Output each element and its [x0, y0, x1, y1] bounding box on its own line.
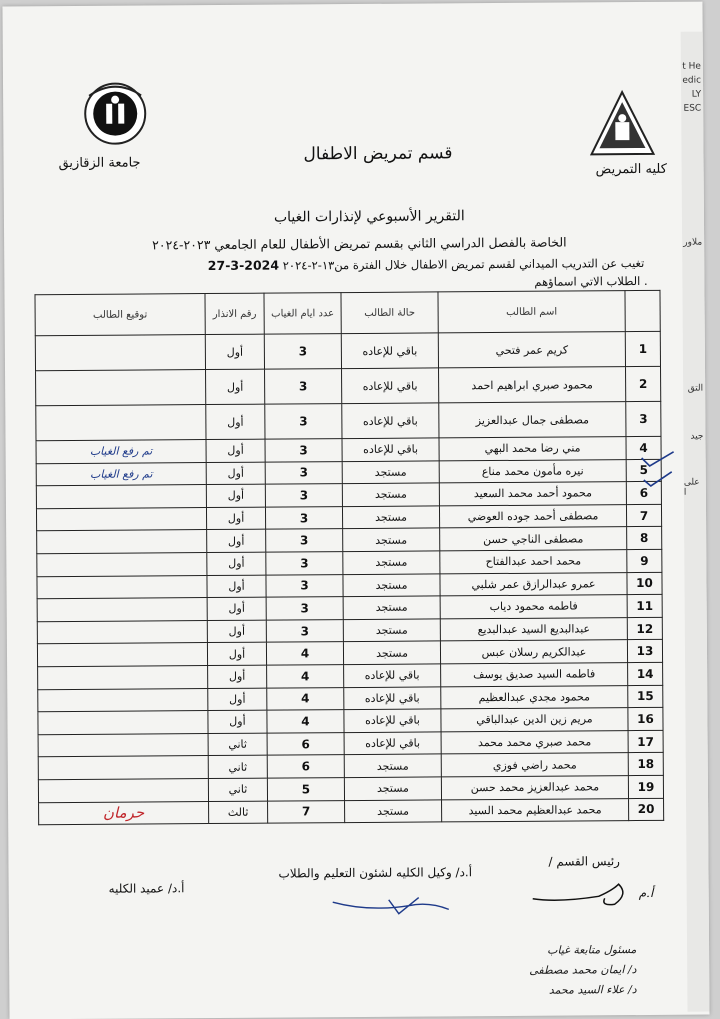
cell-warning: أول: [208, 710, 267, 733]
cell-warning: أول: [206, 404, 265, 439]
cell-signature: [38, 756, 208, 780]
cell-number: 4: [626, 436, 661, 459]
cell-signature: [38, 711, 208, 735]
cell-name: مصطفى جمال عبدالعزيز: [439, 402, 626, 438]
cell-days: 3: [266, 529, 343, 552]
note-line: مسئول متابعة غياب: [547, 943, 637, 957]
cell-number: 20: [629, 798, 664, 821]
cell-warning: أول: [208, 688, 267, 711]
cell-warning: أول: [207, 530, 266, 553]
edge-fragment: edic: [682, 75, 702, 86]
table-row: [36, 401, 661, 440]
cell-name: محمود مجدي عبدالعظيم: [441, 685, 628, 709]
cell-name: عمرو عبدالرازق عمر شلبي: [440, 572, 627, 596]
edge-fragment: ESC: [683, 103, 702, 114]
cell-warning: أول: [206, 507, 265, 530]
university-name: جامعة الزقازيق: [58, 155, 141, 172]
cell-status: مستجد: [342, 461, 439, 484]
cell-signature: [36, 370, 206, 406]
cell-status: باقي للإعاده: [344, 732, 441, 755]
cell-signature: [36, 405, 206, 441]
edge-fragment: t He: [682, 61, 701, 72]
cell-name: محمد صبري محمد محمد: [441, 730, 628, 754]
cell-warning: أول: [206, 462, 265, 485]
report-subtitle: الخاصة بالفصل الدراسي الثاني بقسم تمريض الأطفال للعام الجامعي ٢٠٢٣-٢٠٢٤: [152, 234, 567, 253]
cell-signature: [35, 335, 205, 371]
dean-label: أ.د/ عميد الكليه: [108, 881, 185, 896]
cell-status: مستجد: [342, 506, 439, 529]
vice-dean-signature-mark: [329, 891, 459, 922]
cell-days: 3: [265, 506, 342, 529]
cell-status: مستجد: [343, 573, 440, 596]
cell-signature: تم رفع الغياب: [36, 462, 206, 486]
cell-signature: [37, 643, 207, 667]
table-header-row: [35, 290, 660, 335]
cell-number: 13: [627, 640, 662, 663]
cell-warning: أول: [206, 484, 265, 507]
cell-number: 16: [628, 707, 663, 730]
check-mark-icon: [638, 448, 678, 488]
cell-warning: أول: [205, 334, 264, 369]
cell-warning: أول: [206, 369, 265, 404]
table-row: [39, 798, 664, 825]
cell-number: 9: [627, 549, 662, 572]
cell-warning: أول: [206, 439, 265, 462]
department-head-label: رئيس القسم /: [548, 854, 620, 869]
cell-days: 4: [266, 642, 343, 665]
cell-days: 3: [265, 404, 342, 440]
cell-name: محمد عبدالعظيم محمد السيد: [442, 798, 629, 822]
cell-status: مستجد: [344, 754, 441, 777]
cell-status: باقي للإعاده: [342, 368, 439, 404]
cell-status: باقي للإعاده: [341, 333, 438, 369]
cell-status: باقي للإعاده: [344, 664, 441, 687]
edge-fragment: LY: [691, 89, 702, 100]
col-warning-number: رقم الانذار: [205, 293, 264, 334]
cell-signature: [37, 575, 207, 599]
cell-signature: [38, 688, 208, 712]
cell-warning: أول: [208, 665, 267, 688]
faculty-logo-icon: [587, 88, 657, 158]
vice-dean-label: أ.د/ وكيل الكليه لشئون التعليم والطلاب: [278, 865, 473, 881]
cell-name: مصطفى أحمد جوده العوضي: [439, 504, 626, 528]
cell-status: باقي للإعاده: [344, 709, 441, 732]
cell-status: مستجد: [342, 483, 439, 506]
cell-number: 2: [626, 366, 661, 401]
edge-fragment: على ا: [683, 477, 700, 498]
cell-number: 14: [628, 662, 663, 685]
report-period-start: تغيب عن التدريب الميداني لقسم تمريض الاطفال خلال الفترة من١٣-٢-٢٠٢٤: [282, 255, 645, 273]
cell-signature: [36, 507, 206, 531]
cell-number: 12: [627, 617, 662, 640]
absence-followup-note: [529, 940, 637, 1001]
cell-name: نيره مأمون محمد مناع: [439, 459, 626, 483]
cell-name: محمد احمد عبدالفتاح: [440, 550, 627, 574]
table-row: [35, 331, 660, 370]
col-number: [625, 290, 660, 331]
cell-status: مستجد: [343, 619, 440, 642]
cell-name: عبدالكريم رسلان عبس: [440, 640, 627, 664]
cell-number: 7: [626, 504, 661, 527]
cell-days: 3: [265, 484, 342, 507]
cell-status: باقي للإعاده: [342, 438, 439, 461]
cell-days: 7: [268, 800, 345, 823]
university-logo-icon: [75, 77, 156, 150]
cell-name: فاطمه محمود دياب: [440, 595, 627, 619]
cell-days: 3: [266, 597, 343, 620]
cell-warning: ثاني: [208, 733, 267, 756]
edge-fragment: جيد: [690, 431, 704, 442]
cell-days: 3: [266, 619, 343, 642]
cell-days: 5: [267, 777, 344, 800]
cell-days: 4: [267, 665, 344, 688]
report-period: [124, 255, 644, 274]
report-students-intro: . الطلاب الاتي اسماؤهم: [534, 273, 648, 289]
cell-status: باقي للإعاده: [342, 403, 439, 439]
cell-days: 4: [267, 710, 344, 733]
col-student-name: اسم الطالب: [438, 291, 625, 333]
report-title: التقرير الأسبوعي لإنذارات الغياب: [273, 208, 465, 226]
edge-fragment: التق: [687, 383, 704, 394]
cell-days: 4: [267, 687, 344, 710]
cell-status: مستجد: [343, 641, 440, 664]
cell-signature: [38, 665, 208, 689]
department-title: قسم تمريض الاطفال: [303, 143, 453, 165]
cell-status: مستجد: [343, 551, 440, 574]
cell-days: 6: [267, 755, 344, 778]
cell-days: 3: [266, 574, 343, 597]
cell-number: 15: [628, 685, 663, 708]
cell-warning: ثالث: [209, 801, 268, 824]
cell-number: 10: [627, 572, 662, 595]
cell-number: 17: [628, 730, 663, 753]
cell-warning: أول: [207, 575, 266, 598]
col-signature: توقيع الطالب: [35, 294, 205, 336]
cell-name: محمد عبدالعزيز محمد حسن: [441, 776, 628, 800]
department-head-signature: أ.م: [638, 885, 654, 901]
cell-name: فاطمه السيد صديق يوسف: [441, 663, 628, 687]
cell-days: 6: [267, 732, 344, 755]
cell-signature: [37, 553, 207, 577]
col-absence-days: عدد ايام الغياب: [264, 293, 341, 335]
faculty-name: كليه التمريض: [595, 161, 667, 178]
report-period-end: 27-3-2024: [207, 257, 280, 274]
cell-warning: ثاني: [208, 755, 267, 778]
cell-signature: [38, 733, 208, 757]
adjacent-page-edge: [681, 32, 710, 1012]
cell-days: 3: [265, 439, 342, 462]
cell-name: محمد راضي فوزي: [441, 753, 628, 777]
cell-number: 1: [625, 331, 660, 366]
absence-table: [34, 290, 664, 825]
cell-signature: [37, 530, 207, 554]
cell-number: 18: [628, 753, 663, 776]
cell-name: عبدالبديع السيد عبدالبديع: [440, 617, 627, 641]
cell-status: مستجد: [343, 528, 440, 551]
cell-days: 3: [264, 334, 341, 370]
col-status: حالة الطالب: [341, 292, 438, 334]
cell-name: مصطفى الناجي حسن: [440, 527, 627, 551]
cell-signature: [38, 778, 208, 802]
cell-warning: ثاني: [208, 778, 267, 801]
cell-signature: تم رفع الغياب: [36, 440, 206, 464]
edge-fragment: ملاور: [683, 237, 703, 248]
cell-number: 8: [627, 527, 662, 550]
cell-status: مستجد: [344, 777, 441, 800]
cell-name: محمود صبري ابراهيم احمد: [439, 367, 626, 403]
cell-number: 11: [627, 595, 662, 618]
cell-days: 3: [265, 369, 342, 405]
cell-days: 3: [265, 461, 342, 484]
cell-number: 3: [626, 401, 661, 436]
cell-signature: [37, 620, 207, 644]
cell-number: 5: [626, 459, 661, 482]
cell-warning: أول: [207, 620, 266, 643]
note-line: د/ علاء السيد محمد: [548, 983, 637, 997]
cell-status: مستجد: [343, 596, 440, 619]
cell-days: 3: [266, 552, 343, 575]
cell-warning: أول: [207, 552, 266, 575]
note-line: د/ ايمان محمد مصطفى: [529, 963, 637, 977]
cell-number: 6: [626, 482, 661, 505]
cell-signature: [37, 598, 207, 622]
cell-status: باقي للإعاده: [344, 686, 441, 709]
table-row: [36, 366, 661, 405]
cell-name: محمود أحمد محمد السعيد: [439, 482, 626, 506]
cell-number: 19: [628, 775, 663, 798]
cell-name: مريم زين الدين عبدالباقي: [441, 708, 628, 732]
cell-signature: حرمان: [39, 801, 209, 825]
cell-warning: أول: [207, 642, 266, 665]
cell-signature: [36, 485, 206, 509]
cell-name: كريم عمر فتحي: [438, 332, 625, 368]
department-head-signature-mark: [529, 880, 639, 911]
cell-status: مستجد: [345, 799, 442, 822]
document-page: [2, 2, 709, 1019]
cell-warning: أول: [207, 597, 266, 620]
cell-name: مني رضا محمد البهي: [439, 437, 626, 461]
